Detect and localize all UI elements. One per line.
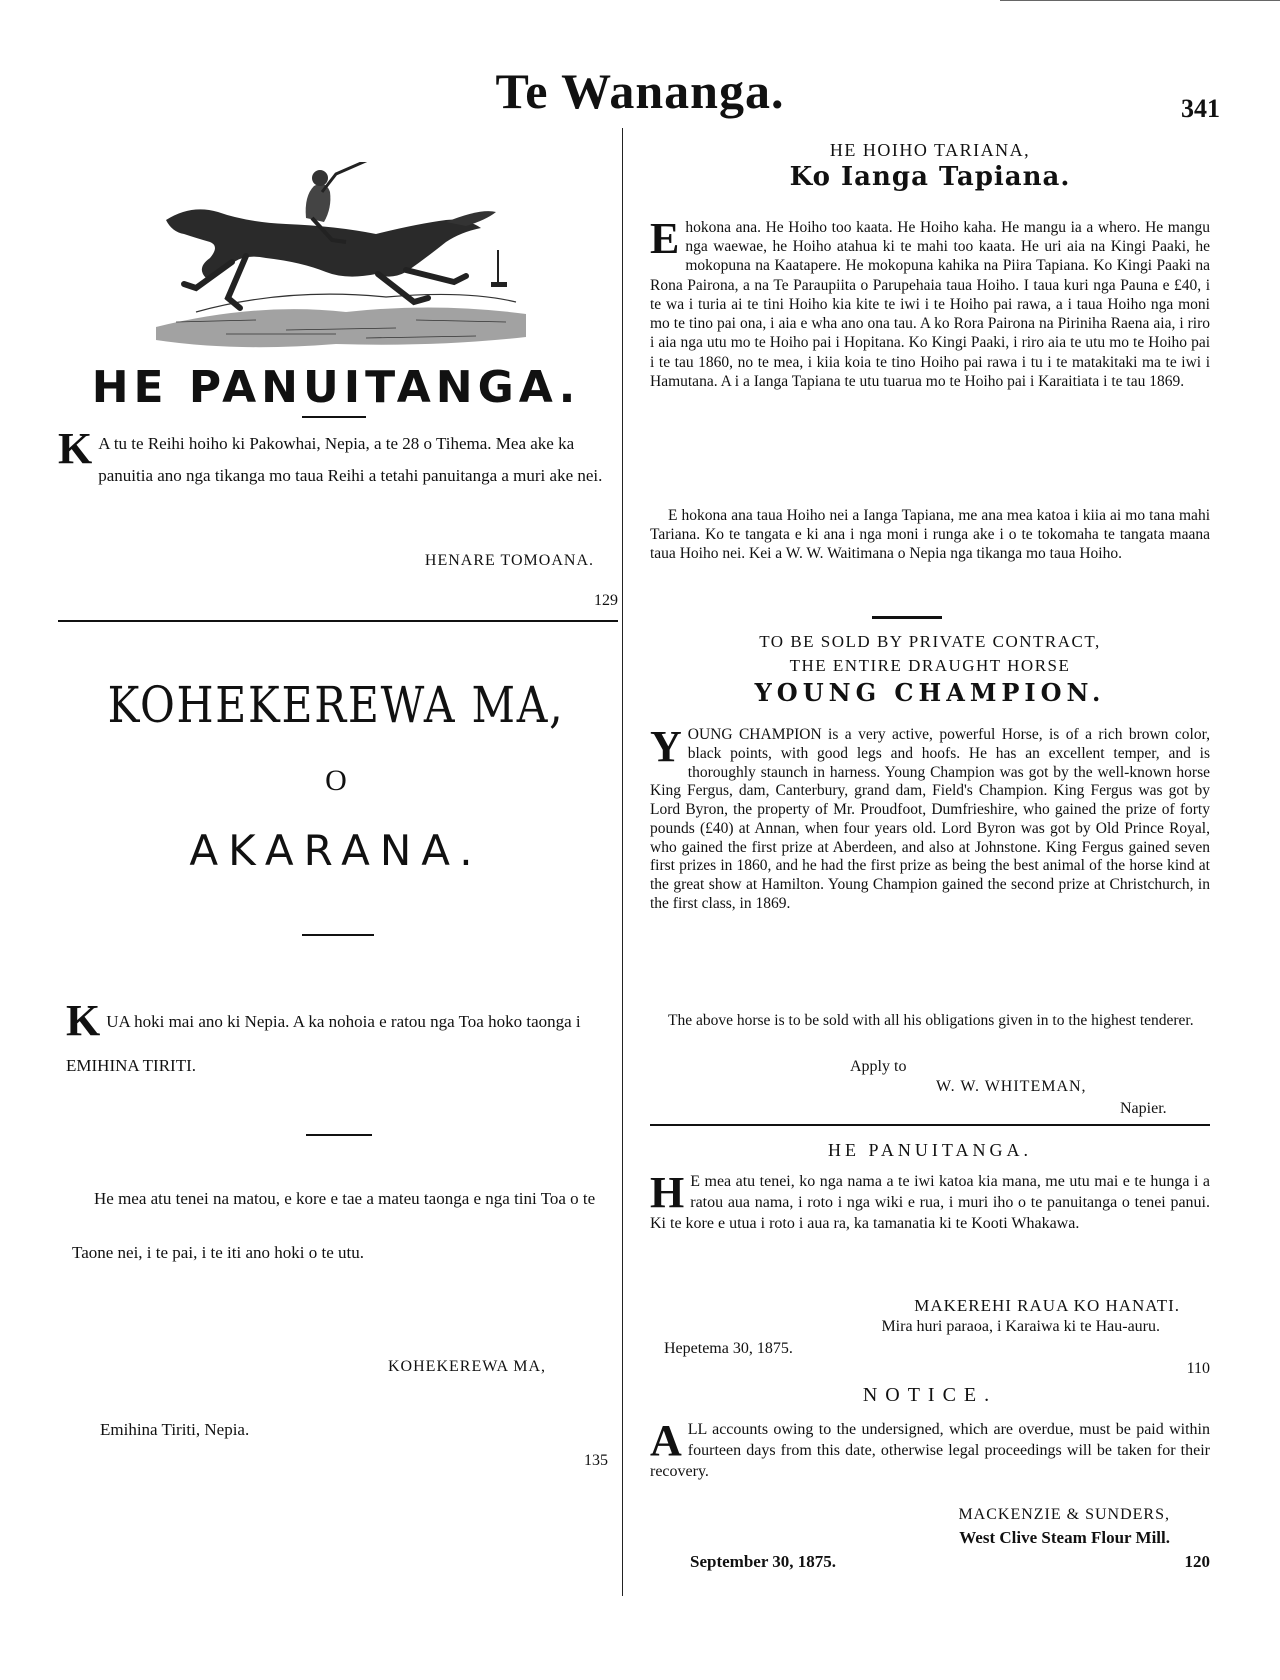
panuitanga-heading: HE PANUITANGA. <box>91 362 581 413</box>
panuitanga-body <box>58 424 614 493</box>
kohekerewa-heading: KOHEKEREWA MA, <box>107 676 565 734</box>
ianga-tapiana-heading: Ko Ianga Tapiana. <box>789 162 1071 192</box>
young-champion-dropcap: Y <box>650 722 682 771</box>
young-champion-heading: YOUNG CHAMPION. <box>754 678 1106 707</box>
notice-sig2: West Clive Steam Flour Mill. <box>959 1528 1170 1547</box>
notice-ref: 120 <box>1184 1552 1210 1571</box>
left-section-divider <box>58 620 618 622</box>
notice-dropcap: A <box>650 1416 682 1465</box>
draught-horse-heading: THE ENTIRE DRAUGHT HORSE <box>789 656 1071 675</box>
column-divider <box>622 128 623 1596</box>
kohekerewa-para2: He mea atu tenei na matou, e kore e tae a mateu taonga e nga tini Toa o te Taone nei, i te pai, i te iti ano hoki o te utu. <box>72 1189 596 1263</box>
horse-race-illustration <box>136 162 536 362</box>
kohekerewa-address: Emihina Tiriti, Nepia. <box>100 1420 250 1439</box>
panuitanga2-date: Hepetema 30, 1875. <box>664 1340 793 1357</box>
masthead-title: Te Wananga. <box>495 63 785 119</box>
section-rule <box>302 934 374 936</box>
notice-heading: NOTICE. <box>862 1384 998 1406</box>
panuitanga-ref: 129 <box>594 592 618 609</box>
right-section-divider <box>650 1124 1210 1126</box>
notice-body <box>650 1416 1210 1482</box>
panuitanga-text: A tu te Reihi hoiho ki Pakowhai, Nepia, a te 28 o Tihema. Mea ake ka panuitia ano nga tikanga mo taua Reihi a tetahi panuitanga a muri ake nei. <box>98 434 603 486</box>
panuitanga-signature: HENARE TOMOANA. <box>424 552 594 569</box>
horse-rider-icon <box>136 162 536 362</box>
section-rule <box>306 1134 372 1136</box>
notice-date: September 30, 1875. <box>690 1552 837 1571</box>
kohekerewa-text1: UA hoki mai ano ki Nepia. A ka nohoia e ratou nga Toa hoko taonga i EMIHINA TIRITI. <box>66 1012 581 1076</box>
section-rule <box>302 416 366 418</box>
whiteman-name: W. W. WHITEMAN, <box>936 1078 1087 1095</box>
hoiho-para1 <box>650 214 1210 391</box>
panuitanga2-ref: 110 <box>1186 1360 1210 1377</box>
private-contract-heading: TO BE SOLD BY PRIVATE CONTRACT, <box>759 632 1101 651</box>
apply-to: Apply to <box>850 1058 907 1075</box>
young-champion-text1: OUNG CHAMPION is a very active, powerful Horse, is of a rich brown color, black points, with good legs and hoofs. He has an excellent temper, and is thoroughly staunch in harness. Young Champion was got by the well-known horse King Fergus, dam, Canterbury, grand dam, Field's Champion. King Fergus was got by Lord Byron, the property of Mr. Proudfoot, Dumfrieshire, who gained the prize of forty pounds (£40) at Annan, when four years old. Lord Byron was got by Old Prince Royal, who gained the first prize at Aberdeen, and also at Johnstone. King Fergus gained seven first prizes in 1860, and he had the first prize as being the best animal of the horse kind at the great show at Hamilton. Young Champion gained the second prize at Christchurch, in the first class, in 1869. <box>650 726 1210 912</box>
kohekerewa-ref: 135 <box>584 1452 608 1469</box>
hoiho-heading: HE HOIHO TARIANA, <box>829 140 1031 160</box>
page-number: 341 <box>1181 94 1220 123</box>
young-champion-para2: The above horse is to be sold with all his obligations given in to the highest tenderer. <box>668 1012 1194 1029</box>
panuitanga2-heading: HE PANUITANGA. <box>828 1140 1032 1160</box>
hoiho-dropcap: E <box>650 214 680 263</box>
panuitanga2-text: E mea atu tenei, ko nga nama a te iwi katoa kia mana, me utu mai e te hunga i a ratou aua nama, i roto i nga wiki e rua, i muri iho o te panuitanga o tenei panui. Ki te kore e utua i roto i aua ra, ka tamanatia ki te Kooti Whakawa. <box>650 1173 1210 1232</box>
kohekerewa-o: O <box>325 764 347 797</box>
panuitanga2-sig2: Mira huri paraoa, i Karaiwa ki te Hau-auru. <box>881 1318 1160 1335</box>
ornament-rule <box>872 616 942 619</box>
whiteman-place: Napier. <box>1120 1100 1167 1117</box>
panuitanga2-dropcap: H <box>650 1168 685 1217</box>
young-champion-para1 <box>650 722 1210 914</box>
kohekerewa-dropcap: K <box>66 996 101 1045</box>
hoiho-para2: E hokona ana taua Hoiho nei a Ianga Tapiana, me ana mea katoa i kiia ai mo tana mahi Tariana. Ko te tangata e ki ana i nga moni i runga ake i o te tokomaha te tangata maana taua Hoiho nei. Kei a W. W. Waitimana o Nepia nga tikanga mo taua Hoiho. <box>650 507 1210 563</box>
hoiho-text1: hokona ana. He Hoiho too kaata. He Hoiho kaha. He mangu ia a whero. He mangu nga waewae, he Hoiho atahua ki te mahi too kaata. He uri aia na Kingi Paaki, he mokopuna na Kaatapere. He mokopuna kahika na Piira Tapiana. Ko Kingi Paaki na Rona Pairona, a na Te Paraupiita o Parupehaia taua Hoiho. I taua kuri nga Pauna e £40, i te wa i turia ai te tini Hoiho kia kite te iwi i te Hoiho pai rawa, a i taua Hoiho nga moni mo te tino pai ona, i aia e wha ano ona tau. A ko Rora Pairona na Piriniha Raena aia, i riro i aia nga utu mo te Hoiho pai i Hopitana. Ko Kingi Paaki, i riro aia te utu mo te Hoiho pai i te tau 1860, no te mea, i kiia koia te tino Hoiho pai rawa i tu i te matakitaki ma te iwi i Hamutana. A i a Ianga Tapiana te utu tuarua mo te Hoiho pai i Karaitiata i te tau 1869. <box>650 219 1210 390</box>
panuitanga2-body <box>650 1168 1210 1234</box>
panuitanga-dropcap: K <box>58 424 93 473</box>
notice-signature: MACKENZIE & SUNDERS, <box>958 1506 1170 1523</box>
notice-text: LL accounts owing to the undersigned, which are overdue, must be paid within fourteen days from this date, otherwise legal proceedings will be taken for their recovery. <box>650 1421 1210 1480</box>
akarana-heading: AKARANA. <box>189 826 483 875</box>
panuitanga2-signature: MAKEREHI RAUA KO HANATI. <box>914 1296 1180 1315</box>
kohekerewa-para1 <box>66 996 618 1088</box>
top-edge-line <box>1000 0 1280 5</box>
kohekerewa-signature: KOHEKEREWA MA, <box>388 1358 546 1375</box>
